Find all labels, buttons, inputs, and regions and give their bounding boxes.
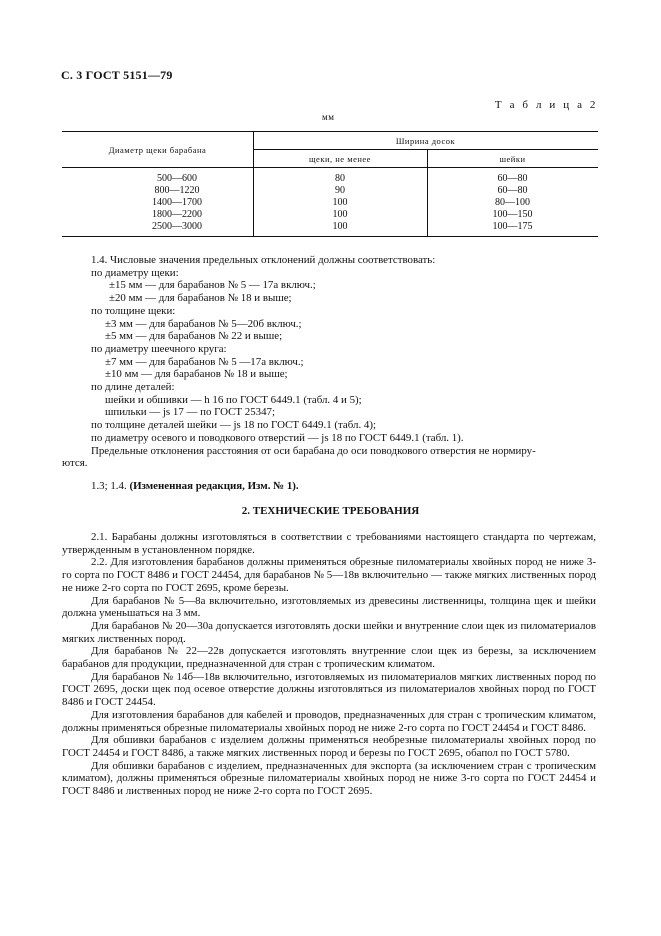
paragraph-line: ±10 мм — для барабанов № 18 и выше; [105, 368, 288, 381]
paragraph-line: по толщине деталей шейки — js 18 по ГОСТ 6449.1 (табл. 4); [91, 419, 376, 432]
group-underline [253, 149, 598, 150]
table-cell: 80 [335, 173, 345, 184]
paragraph-line: по длине деталей: [91, 381, 175, 394]
table-unit: мм [322, 112, 335, 122]
table-cell: 100 [332, 197, 348, 208]
paragraph-line: по толщине щеки: [91, 304, 176, 317]
paragraph-line: шпильки — js 17 — по ГОСТ 25347; [105, 406, 276, 419]
paragraph-line: ±7 мм — для барабанов № 5 —17а включ.; [105, 355, 304, 368]
col-header-group: Ширина досок [395, 136, 456, 146]
paragraph: Для барабанов № 22—22в допускается изготовлять внутренние слои щек из березы, за исключением барабанов для продукции, предназначенной для стран с тропическим климатом. [62, 645, 596, 671]
section-1-4-tail [62, 457, 596, 470]
paragraph-line: по диаметру щеки: [91, 266, 179, 279]
amendment-label: (Измененная редакция, Изм. № 1). [129, 480, 299, 492]
paragraph-line: ±5 мм — для барабанов № 22 и выше; [105, 330, 283, 343]
table-cell: 1400—1700 [152, 197, 202, 208]
table-cell: 800—1220 [154, 185, 200, 196]
paragraph-line: по диаметру шеечного круга: [91, 342, 227, 355]
table-caption: Т а б л и ц а 2 [494, 99, 598, 111]
paragraph-line: 1.4. Числовые значения предельных отклонений должны соответствовать: [91, 254, 436, 266]
table-cell: 60—80 [497, 185, 528, 196]
table-cell: 1800—2200 [152, 209, 202, 220]
table-bottom-rule [62, 236, 598, 237]
table-top-rule [62, 131, 598, 132]
table-cell: 2500—3000 [152, 221, 202, 232]
paragraph-line: ±3 мм — для барабанов № 5—20б включ.; [105, 317, 302, 330]
paragraph-line: шейки и обшивки — h 16 по ГОСТ 6449.1 (табл. 4 и 5); [105, 393, 362, 406]
header-bottom-rule [62, 167, 598, 168]
col-header-diameter: Диаметр щеки барабана [108, 145, 207, 155]
page-header: С. 3 ГОСТ 5151—79 [61, 68, 173, 82]
paragraph: 2.2. Для изготовления барабанов должны применяться обрезные пиломатериалы хвойных пород не ниже 3-го сорта по ГОСТ 8486 и ГОСТ 24454, для барабанов № 5—18в включительно — также мягких лиственных пород не ниже 2-го сорта по ГОСТ 2695, кроме березы. [62, 556, 596, 594]
section-2-title: 2. ТЕХНИЧЕСКИЕ ТРЕБОВАНИЯ [241, 505, 420, 517]
paragraph: Для барабанов № 5—8а включительно, изготовляемых из древесины лиственницы, толщина щек и шейки должна уменьшаться на 3 мм. [62, 594, 596, 620]
col-header-neck: шейки [499, 154, 526, 164]
paragraph-line: по диаметру осевого и поводкового отверстий — js 18 по ГОСТ 6449.1 (табл. 1). [91, 431, 464, 444]
paragraph: Для барабанов № 20—30а допускается изготовлять доски шейки и внутренние слои щек из пиломатериалов мягких лиственных пород. [62, 619, 596, 645]
section-2-body [62, 531, 596, 798]
table-cell: 100 [332, 209, 348, 220]
table-cell: 100—150 [492, 209, 533, 220]
paragraph-line: Предельные отклонения расстояния от оси барабана до оси поводкового отверстия не нормиру- [91, 444, 536, 457]
paragraph-line: ±15 мм — для барабанов № 5 — 17а включ.; [109, 279, 316, 292]
amendment-refs: 1.3; 1.4. [91, 480, 127, 492]
amendment-note [91, 480, 596, 493]
table-cell: 100—175 [492, 221, 533, 232]
paragraph: Для изготовления барабанов для кабелей и проводов, предназначенных для стран с тропическим климатом, должны применяться обрезные пиломатериалы хвойных пород не ниже 2-го сорта по ГОСТ 24454 и ГОСТ 8486. [62, 708, 596, 734]
paragraph-line: ±20 мм — для барабанов № 18 и выше; [109, 292, 292, 305]
paragraph-line: ются. [62, 457, 88, 469]
paragraph: 2.1. Барабаны должны изготовляться в соответствии с требованиями настоящего стандарта по чертежам, утвержденным в установленном порядке. [62, 531, 596, 556]
col-header-cheek: щеки, не менее [309, 154, 371, 164]
paragraph: Для барабанов № 14б—18в включительно, изготовляемых из пиломатериалов мягких лиственных пород по ГОСТ 2695, доски щек под осевое отверстие должны изготовляться из пиломатериалов хвойных пород по ГОСТ 8486 и ГОСТ 24454. [62, 670, 596, 709]
table-cell: 80—100 [495, 197, 530, 208]
paragraph: Для обшивки барабанов с изделием, предназначенных для экспорта (за исключением стран с тропическим климатом), должны применяться обрезные пиломатериалы хвойных пород не ниже 3-го сорта по ГОСТ 24454 и ГОСТ 8486 и лиственных пород не ниже 2-го сорта по ГОСТ 2695. [62, 759, 596, 798]
table-cell: 100 [332, 221, 348, 232]
section-1-4 [91, 254, 596, 457]
table-cell: 90 [335, 185, 345, 196]
table-cell: 60—80 [497, 173, 528, 184]
table-cell: 500—600 [157, 173, 197, 184]
paragraph: Для обшивки барабанов с изделием должны применяться необрезные пиломатериалы хвойных пород по ГОСТ 24454 и ГОСТ 8486, а также мягких лиственных пород и березы по ГОСТ 2695, обапол по ГОСТ 5780. [62, 734, 596, 759]
